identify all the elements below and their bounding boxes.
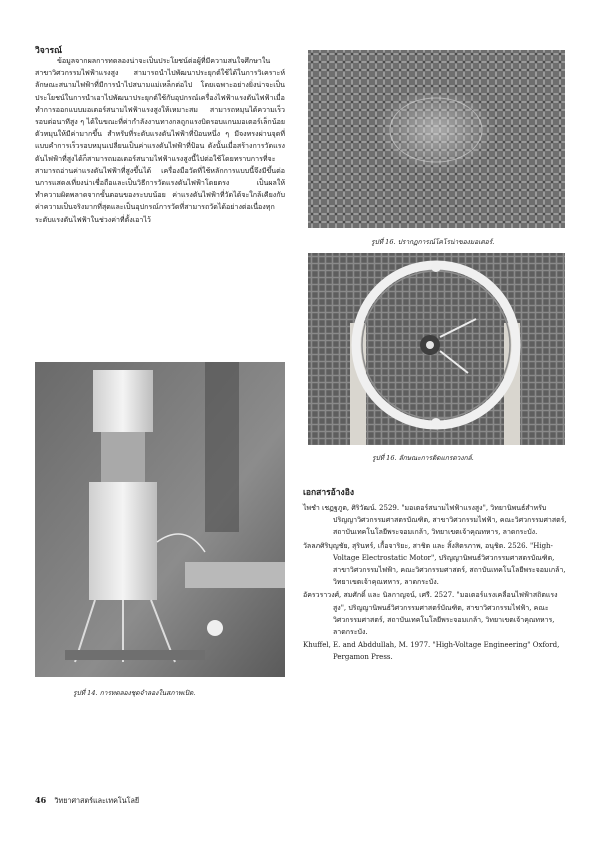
reference-item: วัลลภศิริบุญชัย, สุรินทร์, เกื้อจาริยะ, สาชิต และ สิ้งสิตรภาพ, อนุชิต. 2526. "High-Voltage Electrostatic Motor", ปริญญานิพนธ์วิศวกรรมศาสตรบัณฑิต, สาขาวิศวกรรมไฟฟ้า, คณะวิศวกรรมศาสตร์, สถาบันเทคโนโลยีพระจอมเกล้า, วิทยาเขตเจ้าคุณทหาร, ลาดกระบัง. bbox=[303, 541, 566, 587]
apparatus-photo bbox=[35, 362, 285, 677]
corona-photo bbox=[308, 50, 565, 228]
figure-caption: รูปที่ 16. ปรากฏการณ์โคโรน่าของมอเตอร์. bbox=[371, 238, 495, 246]
figure-caption: รูปที่ 16. ลักษณะการติดแกรดวงกล์. bbox=[372, 454, 474, 462]
section-heading: วิจารณ์ bbox=[35, 46, 62, 56]
discussion-paragraph: ข้อมูลจากผลการทดลองน่าจะเป็นประโยชน์ต่อผู้ที่มีความสนใจศึกษาในสาขาวิศวกรรมไฟฟ้าแรงสูง สามารถนำไปพัฒนาประยุกต์ใช้ได้ในการวิเคราะห์ลักษณะสนามไฟฟ้าที่มีการนำไปสนามแม่เหล็กต่อไป โดยเฉพาะอย่างยิ่งน่าจะเป็นประโยชน์ในการนำเอาไปพัฒนาประยุกต์ใช้กับอุปกรณ์เครื่องไฟฟ้าแรงดันไฟฟ้าเมื่อทำการออกแบบมอเตอร์สนามไฟฟ้าแรงสูงให้เหมาะสม สามารถหมุนได้ความเร็วรอบต่อนาทีสูง ๆ ได้ในขณะที่ค่ากำลังงานทางกลถูกแรงบิดรอบแกนมอเตอร์เล็กน้อยตัวหมุนให้มีค่ามากขึ้น สำหรับที่ระดับแรงดันไฟฟ้าที่ป้อนหนึ่ง ๆ มีจงทรงผ่านจุดที่แบบคำการเร็วรอบหมุนเปลี่ยนเป็นค่าแรงดันไฟฟ้าที่ป้อน ดังนั้นเมื่อสร้างการวัดแรงดันไฟฟ้าที่สูงได้ก็สามารถมอเตอร์สนามไฟฟ้าแรงสูงนี้ไปต่อใช้โดยทราบการที่จะสามารถอ่านค่าแรงดันไฟฟ้าที่สูงขึ้นได้ เครื่องมือวัดที่ใช้หลักการแบบนี้จึงมีขึ้นต่อนการแสดงเที่ยงน่าเชื่อถือและเป็นวิธีการวัดแรงดันไฟฟ้าโดยตรง เป็นผลให้ทำความผิดพลาดจากขั้นตอนของระบบน้อย ค่าแรงดันไฟฟ้าที่วัดได้จะใกล้เคียงกับค่าความเป็นจริงมากที่สุดและเป็นอุปกรณ์การวัดที่สามารถวัดได้อย่างต่อเนื่องทุกระดับแรงดันไฟฟ้าในช่วงค่าที่ตั้งเอาไว้ bbox=[35, 56, 285, 224]
reference-item: Khuffel, E. and Abddullah, M. 1977. "High-Voltage Engineering" Oxford, Pergamon Press. bbox=[303, 641, 560, 662]
page-footer bbox=[35, 795, 139, 807]
reference-item: อัครวราวงศ์, สมศักดิ์ และ นิลกาญจน์, เศรี. 2527. "มอเตอร์แรงเคลื่อนไฟฟ้าสถิตแรงสูง", ปริญญานิพนธ์วิศวกรรมศาสตร์บัณฑิต, สาขาวิศวกรรมไฟฟ้า, คณะวิศวกรรมศาสตร์, สถาบันเทคโนโลยีพระจอมเกล้า, วิทยาเขตเจ้าคุณทหาร, ลาดกระบัง. bbox=[303, 591, 558, 637]
references-heading: เอกสารอ้างอิง bbox=[303, 488, 354, 498]
figure-caption: รูปที่ 14. การทดลองชุดจำลองในสภาพเปิด. bbox=[73, 689, 196, 697]
reference-item: ไพชำ เชฏฐภูต, ศิริวัฒน์. 2529. "มอเตอร์สนามไฟฟ้าแรงสูง", วิทยานิพนธ์สำหรับปริญญาวิศวกรรมศาสตรบัณฑิต, สาขาวิศวกรรมไฟฟ้า, คณะวิศวกรรมศาสตร์, สถาบันเทคโนโลยีพระจอมเกล้า, วิทยาเขตเจ้าคุณทหาร, ลาดกระบัง. bbox=[303, 504, 567, 537]
ring-electrode-photo bbox=[308, 253, 565, 445]
journal-name: วิทยาศาสตร์และเทคโนโลยี bbox=[54, 796, 140, 805]
references-list bbox=[303, 502, 568, 665]
page-number: 46 bbox=[35, 795, 47, 805]
